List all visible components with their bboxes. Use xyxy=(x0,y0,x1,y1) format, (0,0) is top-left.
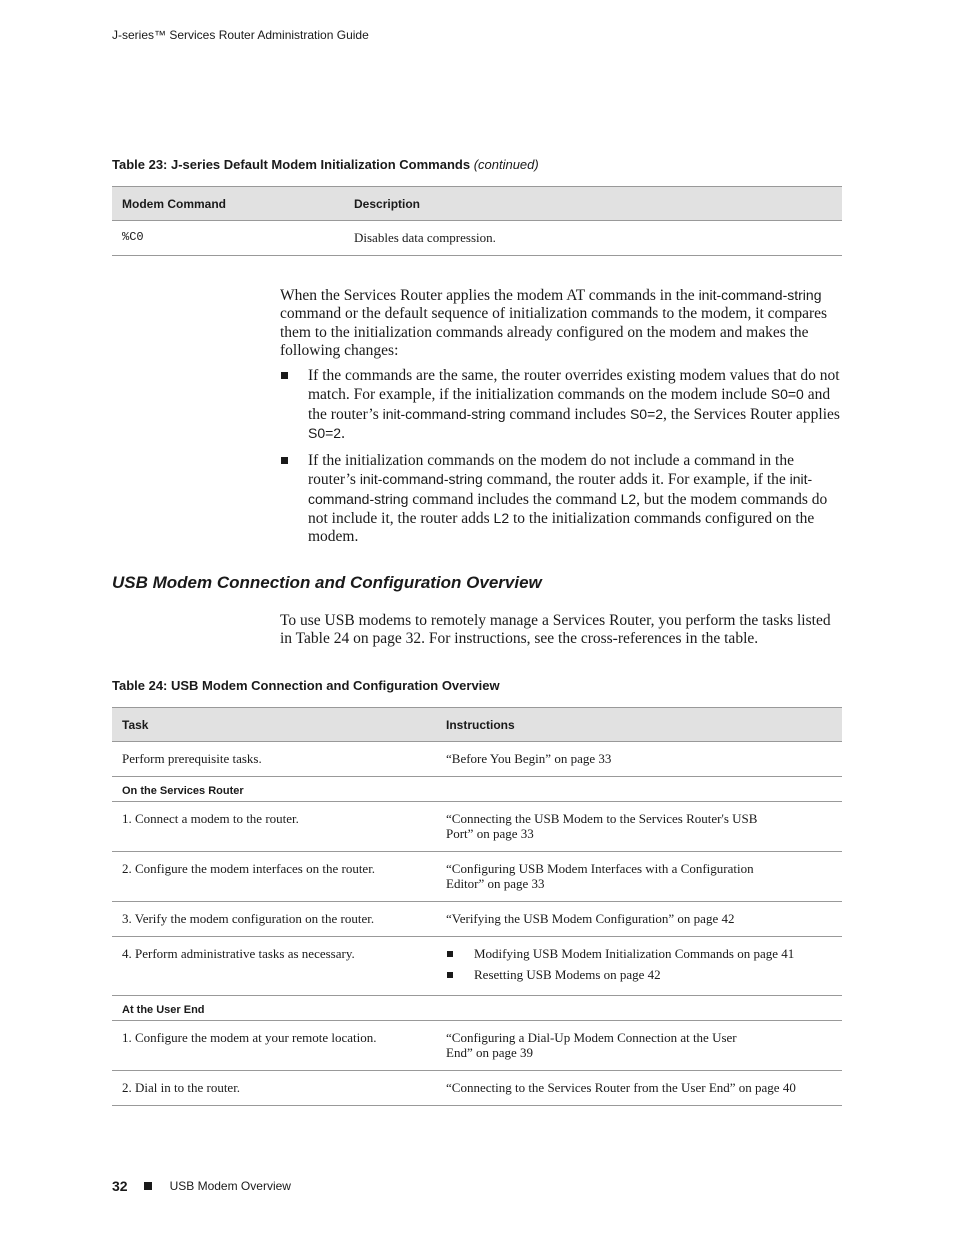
square-bullet-icon xyxy=(447,972,453,978)
table-row xyxy=(112,852,842,902)
task-cell: 3. Verify the modem configuration on the router. xyxy=(112,902,436,937)
instructions-link[interactable] xyxy=(436,1021,842,1071)
table-23 xyxy=(112,186,842,256)
task-cell: 1. Configure the modem at your remote location. xyxy=(112,1021,436,1071)
modem-command-cell: %C0 xyxy=(112,221,344,256)
description-cell: Disables data compression. xyxy=(344,221,842,256)
page-footer xyxy=(112,1178,291,1194)
instructions-link[interactable]: Resetting USB Modems on page 42 xyxy=(474,967,661,982)
instructions-list xyxy=(446,946,832,982)
table-row xyxy=(112,742,842,777)
text-run: To use USB modems to remotely manage a Services Router, you perform the tasks listed in Table 24 on page 32. For instructions, see the cross-references in the table. xyxy=(280,612,831,648)
group-label: On the Services Router xyxy=(112,777,842,802)
table-row xyxy=(112,802,842,852)
group-row-services-router xyxy=(112,777,842,802)
section-heading: USB Modem Connection and Configuration Overview xyxy=(112,573,542,592)
text-run: command includes xyxy=(505,405,630,423)
table-23-title: Table 23: J-series Default Modem Initialization Commands xyxy=(112,157,471,172)
text-run: If the commands are the same, the router overrides existing modem values that do not match. For example, if the initialization commands on the modem include xyxy=(308,367,840,404)
text-run: . xyxy=(341,424,345,442)
keyword: S0=2 xyxy=(308,424,342,441)
instructions-link[interactable]: “Verifying the USB Modem Configuration” on page 42 xyxy=(436,902,842,937)
table-24-caption: Table 24: USB Modem Connection and Configuration Overview xyxy=(112,678,500,693)
running-header: J-series™ Services Router Administration Guide xyxy=(112,28,369,42)
text-run: command, the router adds it. For example, if the xyxy=(482,471,790,489)
text-run: , but the modem commands do not include it, the router adds xyxy=(308,490,828,528)
instructions-link[interactable] xyxy=(436,802,842,852)
table-row xyxy=(112,902,842,937)
list-item[interactable] xyxy=(446,946,832,961)
page-number: 32 xyxy=(112,1178,128,1194)
table-row xyxy=(112,1071,842,1106)
text-run: command includes the command xyxy=(408,490,621,508)
table-23-caption xyxy=(112,157,539,172)
task-cell: 2. Configure the modem interfaces on the router. xyxy=(112,852,436,902)
keyword: S0=2 xyxy=(629,405,664,422)
table-24 xyxy=(112,707,842,1106)
instructions-link[interactable]: “Before You Begin” on page 33 xyxy=(436,742,842,777)
column-header-instructions: Instructions xyxy=(436,708,842,742)
link-line[interactable]: “Configuring USB Modem Interfaces with a Configuration xyxy=(446,861,754,876)
table-23-continued: (continued) xyxy=(473,157,539,172)
task-cell: Perform prerequisite tasks. xyxy=(112,742,436,777)
keyword-init-command-string: init-command-string xyxy=(698,287,822,303)
list-item xyxy=(280,452,845,546)
change-list xyxy=(280,367,845,547)
square-bullet-icon xyxy=(281,372,288,379)
text-run: command or the default sequence of initialization commands to the modem, it compares them to the initialization commands already configured on the modem and makes the following changes: xyxy=(280,305,828,359)
keyword: L2 xyxy=(493,510,510,527)
task-cell: 4. Perform administrative tasks as necessary. xyxy=(112,937,436,996)
column-header-description: Description xyxy=(344,187,842,221)
keyword: S0=0 xyxy=(770,386,804,403)
group-row-user-end xyxy=(112,996,842,1021)
column-header-modem-command: Modem Command xyxy=(112,187,344,221)
keyword: L2 xyxy=(620,490,637,507)
instructions-link[interactable]: “Connecting to the Services Router from the User End” on page 40 xyxy=(436,1071,842,1106)
table-row xyxy=(112,937,842,996)
keyword: init-command-string xyxy=(308,471,813,507)
list-item[interactable] xyxy=(446,967,832,982)
table-header-row xyxy=(112,187,842,221)
list-item xyxy=(280,367,845,443)
section-paragraph xyxy=(280,612,845,649)
link-line[interactable]: Editor” on page 33 xyxy=(446,876,545,891)
keyword: init-command-string xyxy=(382,405,506,422)
instructions-link[interactable] xyxy=(436,852,842,902)
task-cell: 2. Dial in to the router. xyxy=(112,1071,436,1106)
text-run: , the Services Router applies xyxy=(663,405,840,423)
link-line[interactable]: “Connecting the USB Modem to the Services Router's USB xyxy=(446,811,758,826)
square-bullet-icon xyxy=(447,951,453,957)
link-line[interactable]: “Configuring a Dial-Up Modem Connection at the User xyxy=(446,1030,737,1045)
text-run: If the initialization commands on the modem do not include a command in the router’s xyxy=(308,452,794,489)
table-row xyxy=(112,1021,842,1071)
footer-section-title: USB Modem Overview xyxy=(169,1179,291,1193)
text-run: and the router’s xyxy=(308,386,831,423)
link-line[interactable]: Port” on page 33 xyxy=(446,826,534,841)
instructions-list-cell xyxy=(436,937,842,996)
task-cell: 1. Connect a modem to the router. xyxy=(112,802,436,852)
instructions-link[interactable]: Modifying USB Modem Initialization Commands on page 41 xyxy=(474,946,795,961)
text-run: When the Services Router applies the modem AT commands in the xyxy=(280,287,699,304)
keyword: init-command-string xyxy=(359,471,483,488)
link-line[interactable]: End” on page 39 xyxy=(446,1045,534,1060)
text-run: to the initialization commands configured on the modem. xyxy=(308,510,815,546)
table-row xyxy=(112,221,842,256)
table-header-row xyxy=(112,708,842,742)
square-separator-icon xyxy=(144,1182,152,1190)
column-header-task: Task xyxy=(112,708,436,742)
square-bullet-icon xyxy=(281,457,288,464)
intro-paragraph xyxy=(280,286,845,360)
group-label: At the User End xyxy=(112,996,842,1021)
